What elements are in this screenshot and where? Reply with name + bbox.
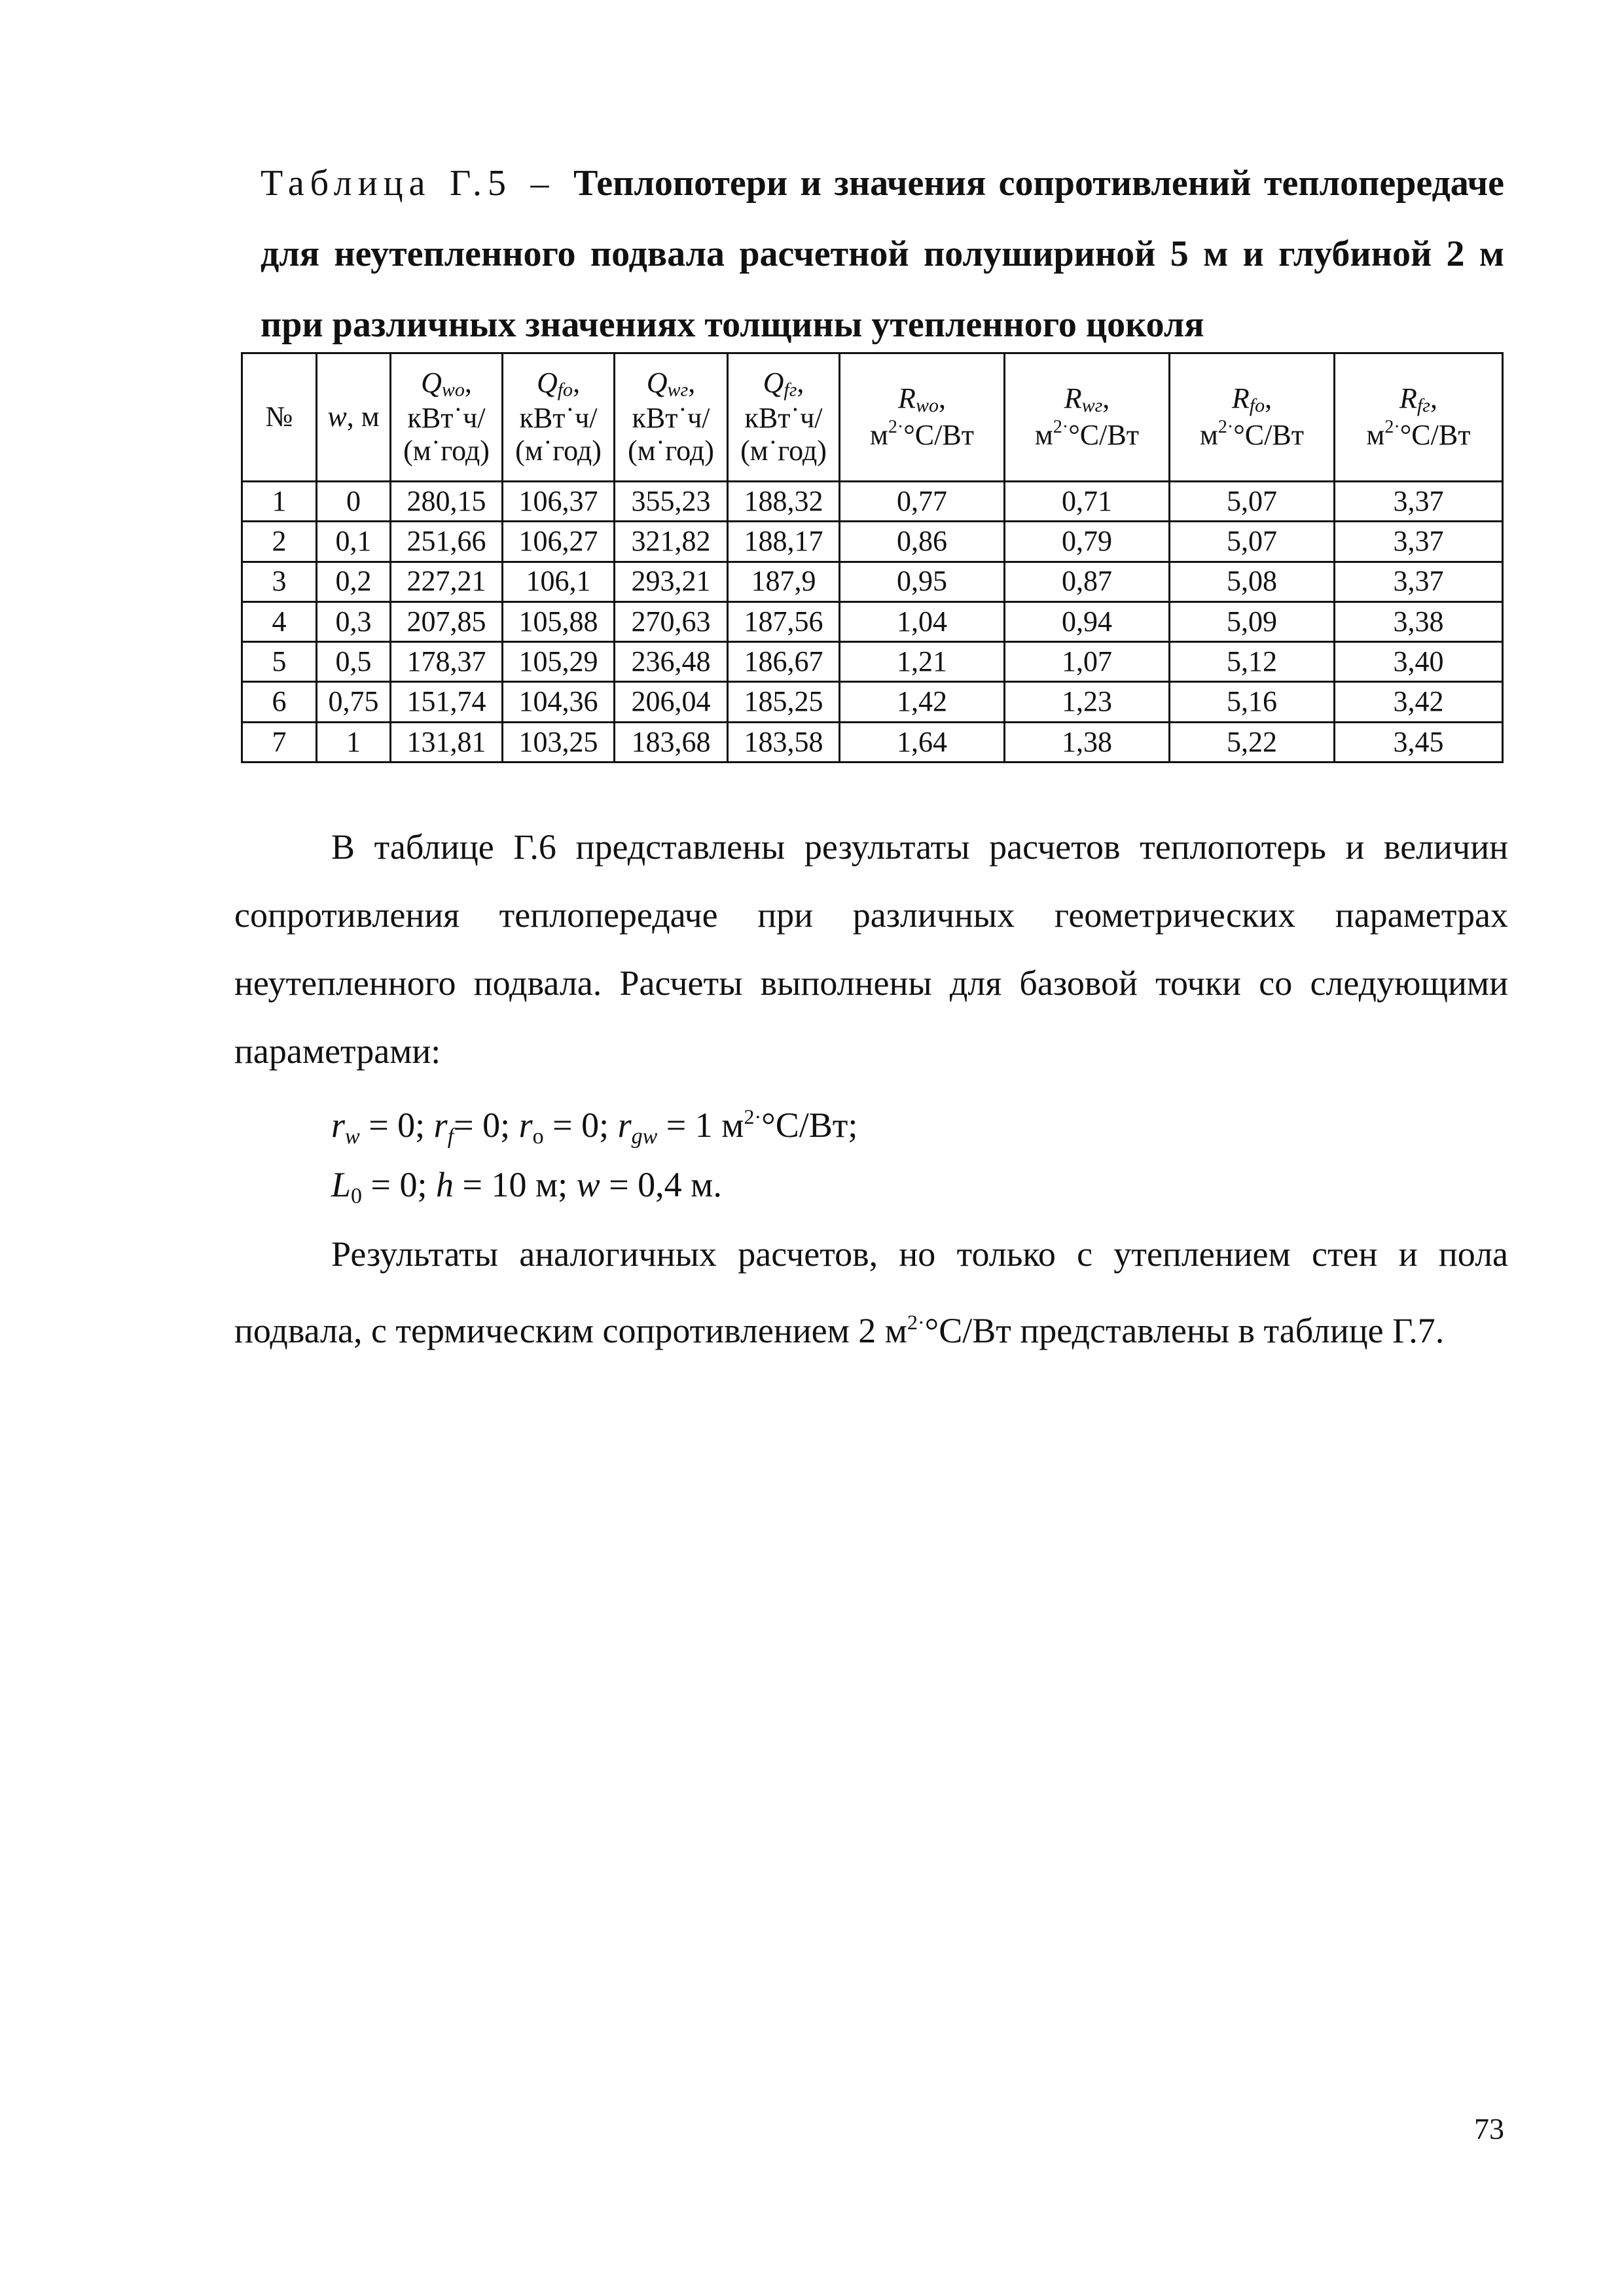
table-cell: 0,79 [1005,522,1170,562]
table-cell: 7 [242,722,317,762]
table-cell: 1,42 [840,682,1005,722]
table-cell: 186,67 [728,642,840,682]
table-cell: 3,40 [1335,642,1503,682]
table-cell: 0,5 [317,642,391,682]
formula-resistances: rw = 0; rf= 0; ro = 0; rgw = 1 $м^{2\cdot}^\circ С/Вт$; [331,1105,858,1149]
table-row [242,722,1503,762]
table-cell: 178,37 [391,642,503,682]
table-cell: 0,71 [1005,482,1170,522]
table-cell: 105,29 [503,642,615,682]
table-cell: 280,15 [391,482,503,522]
header-q-wo: $Q_{wo}$, кВт˙ч/ (м˙год) [391,353,503,482]
table-cell: 270,63 [615,601,728,641]
table-row [242,522,1503,562]
table-cell: 5,12 [1170,642,1335,682]
table-cell: 1,38 [1005,722,1170,762]
table-cell: 5,09 [1170,601,1335,641]
paragraph-1: В таблице Г.6 представлены результаты расчетов теплопотерь и величин сопротивления теплопередаче при различных геометрических параметрах неутепленного подвала. Расчеты выполнены для базовой точки со следующими параметрами: [234,827,1508,1071]
header-r-wg: $R_{wг}$, $м^{2\cdot}^\circ С/Вт$ [1005,353,1170,482]
table-cell: 293,21 [615,562,728,601]
table-cell: 106,1 [503,562,615,601]
table-row [242,601,1503,641]
table-cell: 0,87 [1005,562,1170,601]
header-r-fg: $R_{fг}$, $м^{2\cdot}^\circ С/Вт$ [1335,353,1503,482]
table-cell: 0 [317,482,391,522]
table-cell: 3,38 [1335,601,1503,641]
table-cell: 151,74 [391,682,503,722]
header-q-wg: $Q_{wг}$, кВт˙ч/ (м˙год) [615,353,728,482]
table-cell: 0,3 [317,601,391,641]
table-cell: 188,17 [728,522,840,562]
paragraph-2: Результаты аналогичных расчетов, но только с утеплением стен и пола подвала, с термическим сопротивлением 2 $м^{2\cdot}^\circ С/Вт$ представлены в таблице Г.7. [234,1234,1508,1350]
table-cell: 0,1 [317,522,391,562]
table-cell: 5,08 [1170,562,1335,601]
table-cell: 2 [242,522,317,562]
header-q-fo: $Q_{fo}$, кВт˙ч/ (м˙год) [503,353,615,482]
table-cell: 106,37 [503,482,615,522]
table-cell: 227,21 [391,562,503,601]
table-cell: 6 [242,682,317,722]
table-cell: 106,27 [503,522,615,562]
table-cell: 3,37 [1335,562,1503,601]
table-cell: 0,95 [840,562,1005,601]
table-row [242,642,1503,682]
table-cell: 183,68 [615,722,728,762]
table-cell: 3,37 [1335,482,1503,522]
table-cell: 3,42 [1335,682,1503,722]
table-cell: 321,82 [615,522,728,562]
table-cell: 0,94 [1005,601,1170,641]
table-cell: 5,07 [1170,482,1335,522]
table-cell: 188,32 [728,482,840,522]
caption-label: Таблица Г.5 – [261,163,574,204]
header-r-fo: $R_{fo}$, $м^{2\cdot}^\circ С/Вт$ [1170,353,1335,482]
table-row [242,682,1503,722]
caption-title: Теплопотери и значения сопротивлений теплопередаче для неутепленного подвала расчетной полушириной 5 м и глубиной 2 м при различных значениях толщины утепленного цоколя [261,163,1504,345]
formula-geometry: L0 = 0; h = 10 м; w = 0,4 м. [331,1165,722,1208]
table-row [242,562,1503,601]
table-cell: 105,88 [503,601,615,641]
table-cell: 1 [242,482,317,522]
header-w: w, м [317,353,391,482]
table-cell: 1,64 [840,722,1005,762]
table-cell: 1,04 [840,601,1005,641]
table-cell: 187,9 [728,562,840,601]
table-cell: 1,23 [1005,682,1170,722]
table-cell: 251,66 [391,522,503,562]
table-cell: 3,45 [1335,722,1503,762]
header-num: № [242,353,317,482]
table-cell: 185,25 [728,682,840,722]
table-cell: 3 [242,562,317,601]
table-cell: 206,04 [615,682,728,722]
table-cell: 187,56 [728,601,840,641]
table-cell: 4 [242,601,317,641]
table-caption [261,148,1504,360]
table-cell: 5,07 [1170,522,1335,562]
header-q-fg: $Q_{fг}$, кВт˙ч/ (м˙год) [728,353,840,482]
table-cell: 103,25 [503,722,615,762]
table-cell: 3,37 [1335,522,1503,562]
table-cell: 0,75 [317,682,391,722]
table-cell: 236,48 [615,642,728,682]
table-cell: 104,36 [503,682,615,722]
table-cell: 0,77 [840,482,1005,522]
table-cell: 1,07 [1005,642,1170,682]
table-cell: 5,22 [1170,722,1335,762]
heat-loss-table [241,352,1504,763]
table-cell: 183,58 [728,722,840,762]
table-cell: 131,81 [391,722,503,762]
table-row [242,482,1503,522]
table-cell: 1 [317,722,391,762]
table-cell: 355,23 [615,482,728,522]
table-cell: 5 [242,642,317,682]
table-cell: 5,16 [1170,682,1335,722]
table-header-row [242,353,1503,482]
table-cell: 1,21 [840,642,1005,682]
page-number: 73 [1474,2112,1504,2145]
table-cell: 0,2 [317,562,391,601]
table-cell: 207,85 [391,601,503,641]
header-r-wo: $R_{wo}$, $м^{2\cdot}^\circ С/Вт$ [840,353,1005,482]
table-cell: 0,86 [840,522,1005,562]
